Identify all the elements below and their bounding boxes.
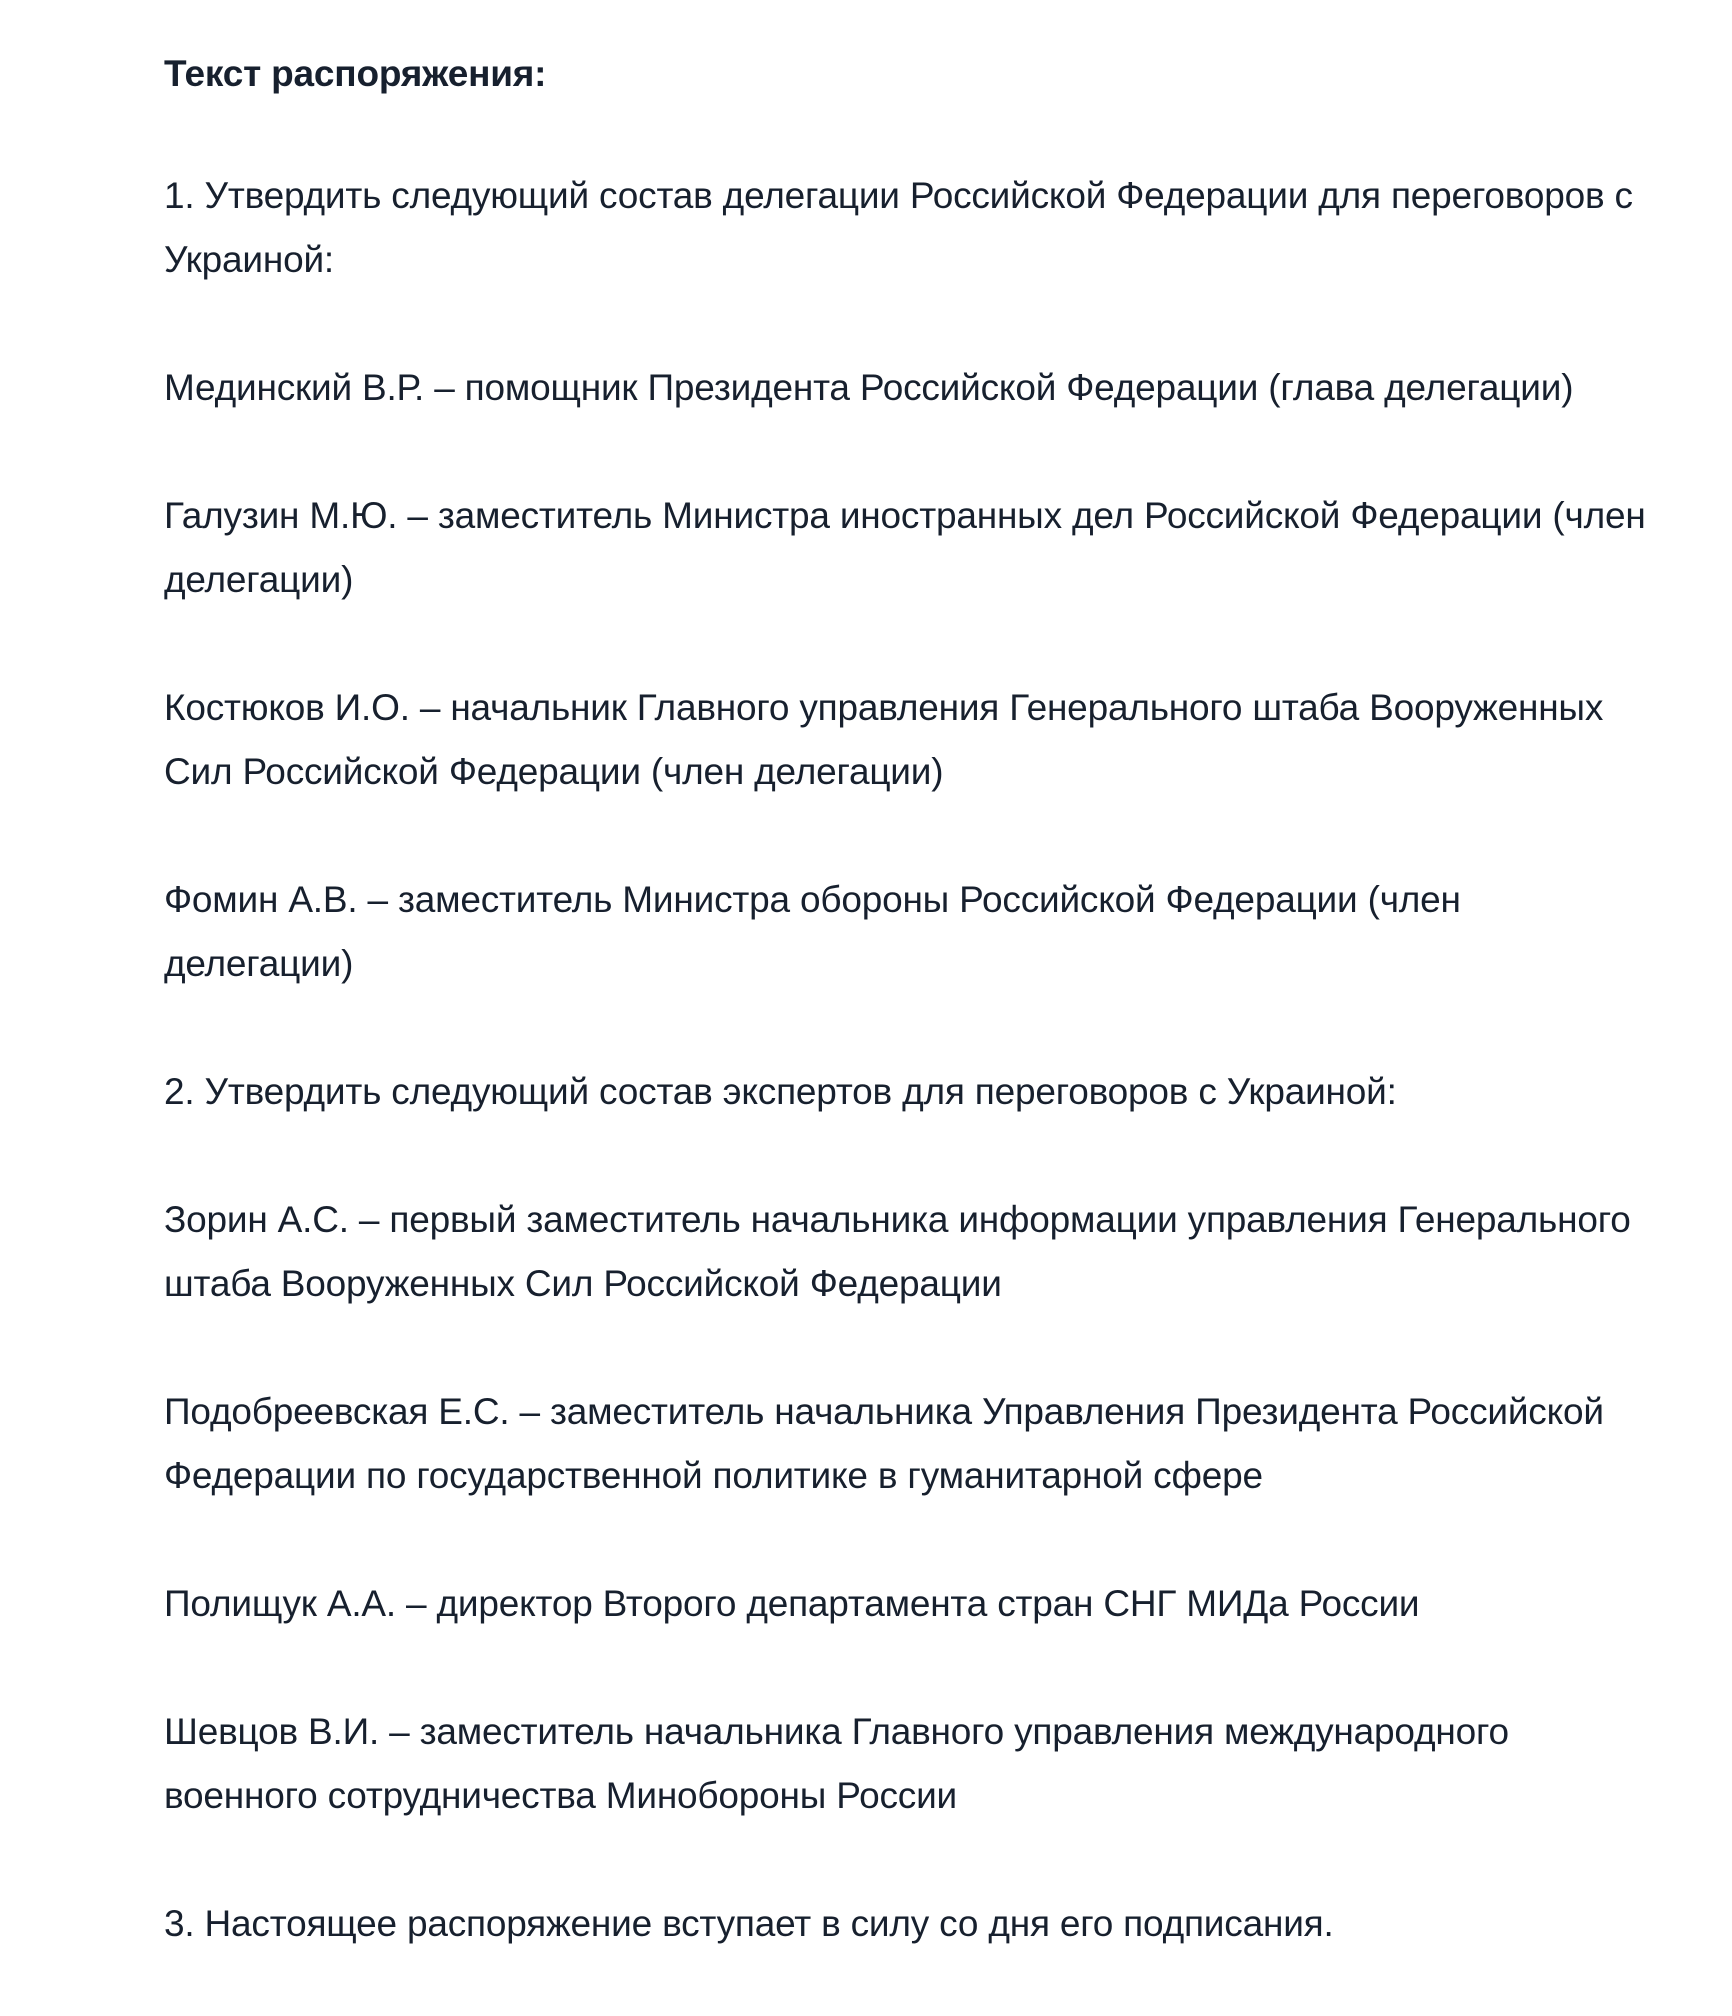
paragraph-delegate-fomin: Фомин А.В. – заместитель Министра обороны Российской Федерации (член делегации) <box>164 879 1461 984</box>
paragraph-expert-polishchuk: Полищук А.А. – директор Второго департамента стран СНГ МИДа России <box>164 1583 1420 1624</box>
document-heading: Текст распоряжения: <box>164 53 547 94</box>
paragraph-delegate-galuzin: Галузин М.Ю. – заместитель Министра иностранных дел Российской Федерации (член делегации) <box>164 495 1646 600</box>
paragraph-item-3-effective-date: 3. Настоящее распоряжение вступает в силу со дня его подписания. <box>164 1903 1334 1944</box>
paragraph-item-1-delegation-intro: 1. Утвердить следующий состав делегации Российской Федерации для переговоров с Украиной: <box>164 175 1633 280</box>
paragraph-item-2-experts-intro: 2. Утвердить следующий состав экспертов для переговоров с Украиной: <box>164 1071 1397 1112</box>
paragraph-delegate-medinsky: Мединский В.Р. – помощник Президента Российской Федерации (глава делегации) <box>164 367 1574 408</box>
paragraph-delegate-kostyukov: Костюков И.О. – начальник Главного управления Генерального штаба Вооруженных Сил Российской Федерации (член делегации) <box>164 687 1604 792</box>
paragraph-expert-zorin: Зорин А.С. – первый заместитель начальника информации управления Генерального штаба Вооруженных Сил Российской Федерации <box>164 1199 1631 1304</box>
paragraph-expert-shevtsov: Шевцов В.И. – заместитель начальника Главного управления международного военного сотрудничества Минобороны России <box>164 1711 1509 1816</box>
paragraph-expert-podobreevskaya: Подобреевская Е.С. – заместитель начальника Управления Президента Российской Федерации по государственной политике в гуманитарной сфере <box>164 1391 1604 1496</box>
